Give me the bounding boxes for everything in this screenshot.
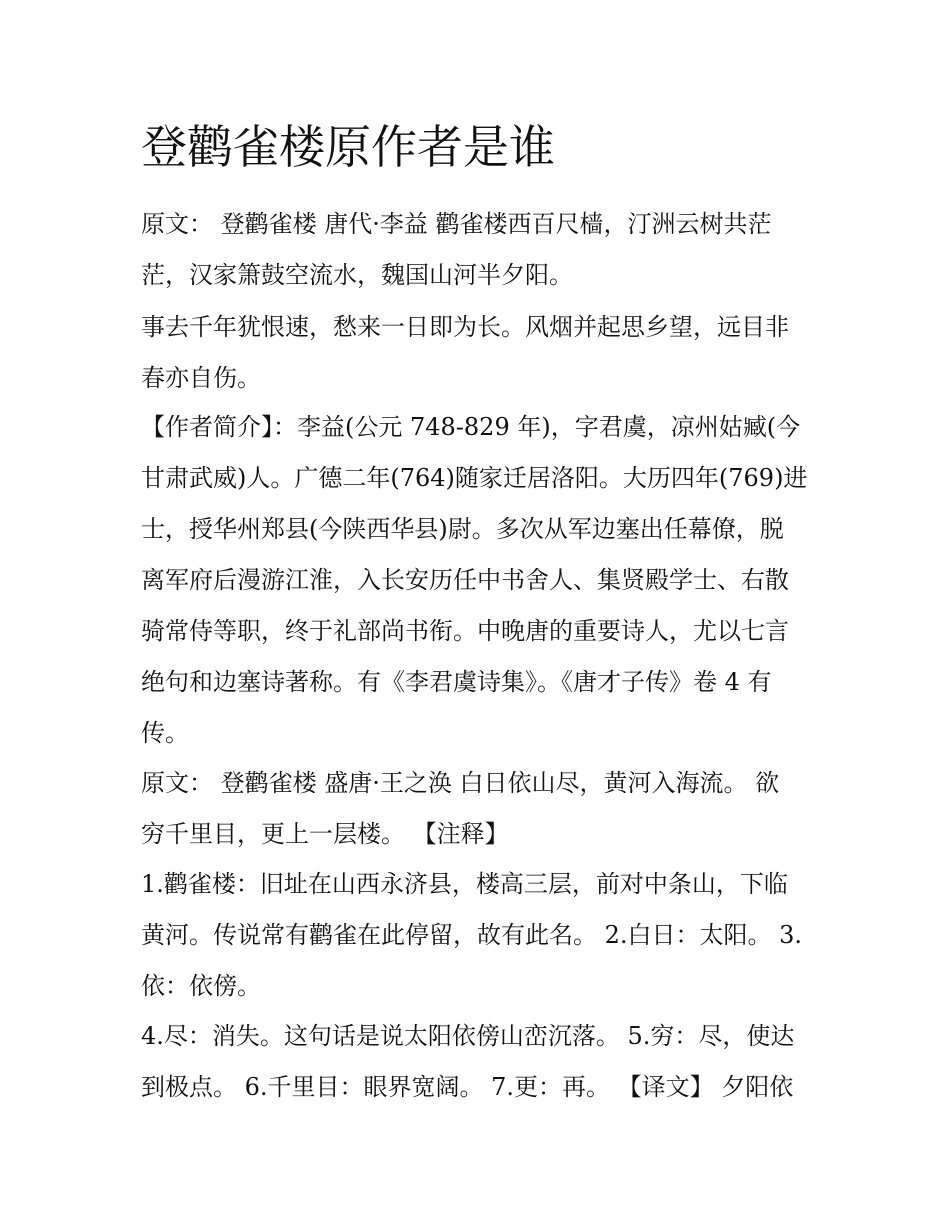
text-line: 穷千里目，更上一层楼。 【注释】 — [141, 820, 509, 848]
document-title: 登鹳雀楼原作者是谁 — [141, 120, 555, 174]
text-line: 士，授华州郑县(今陕西华县)尉。多次从军边塞出任幕僚，脱 — [141, 515, 784, 543]
text-line: 1.鹳雀楼：旧址在山西永济县，楼高三层，前对中条山，下临 — [141, 870, 788, 898]
text-line: 传。 — [141, 719, 189, 747]
text-line: 到极点。 6.千里目：眼界宽阔。 7.更：再。 【译文】 夕阳依 — [141, 1073, 794, 1101]
text-line: 依：依傍。 — [141, 972, 261, 1000]
text-line: 黄河。传说常有鹳雀在此停留，故有此名。 2.白日：太阳。 3. — [141, 921, 803, 949]
text-line: 春亦自伤。 — [141, 364, 261, 392]
text-line: 骑常侍等职，终于礼部尚书衔。中晚唐的重要诗人，尤以七言 — [141, 617, 789, 645]
text-line: 离军府后漫游江淮，入长安历任中书舍人、集贤殿学士、右散 — [141, 566, 789, 594]
text-line: 4.尽：消失。这句话是说太阳依傍山峦沉落。 5.穷：尽，使达 — [141, 1022, 795, 1050]
text-line: 茫，汉家箫鼓空流水，魏国山河半夕阳。 — [141, 261, 573, 289]
text-line: 绝句和边塞诗著称。有《李君虞诗集》。《唐才子传》卷 4 有 — [141, 668, 772, 696]
text-line: 事去千年犹恨速，愁来一日即为长。风烟并起思乡望，远目非 — [141, 313, 789, 341]
text-line: 原文： 登鹳雀楼 唐代·李益 鹳雀楼西百尺樯，汀洲云树共茫 — [141, 210, 772, 238]
text-line: 【作者简介】：李益(公元 748-829 年)，字君虞，凉州姑臧(今 — [141, 413, 801, 441]
text-line: 原文： 登鹳雀楼 盛唐·王之涣 白日依山尽，黄河入海流。 欲 — [141, 769, 780, 797]
text-line: 甘肃武威)人。广德二年(764)随家迁居洛阳。大历四年(769)进 — [141, 464, 808, 492]
